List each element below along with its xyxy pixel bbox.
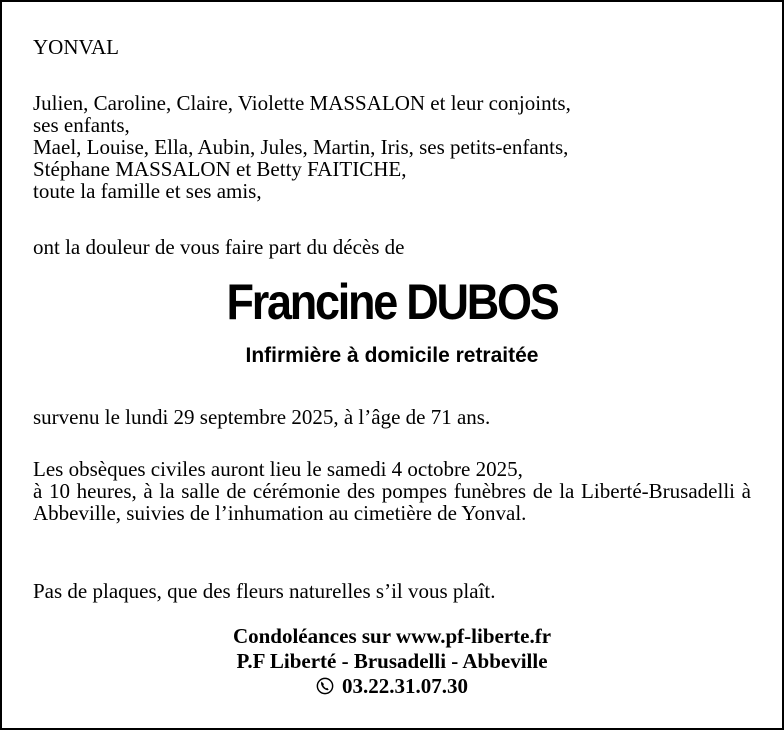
telephone-icon — [316, 677, 334, 695]
funeral-home-footer — [2, 624, 782, 699]
condolences-link[interactable]: Condoléances sur www.pf-liberte.fr — [232, 624, 552, 648]
death-info — [33, 406, 751, 428]
announcement-text — [33, 236, 751, 258]
family-line: Stéphane MASSALON et Betty FAITICHE, — [33, 157, 407, 181]
family-line: toute la famille et ses amis, — [33, 179, 262, 203]
funeral-line: Les obsèques civiles auront lieu le samedi 4 octobre 2025, — [33, 457, 523, 481]
flowers-note-line: Pas de plaques, que des fleurs naturelles s’il vous plaît. — [33, 579, 496, 603]
funeral-home-name: P.F Liberté - Brusadelli - Abbeville — [236, 649, 548, 673]
deceased-name: Francine DUBOS — [226, 274, 558, 330]
phone-row — [2, 674, 782, 699]
phone-number[interactable]: 03.22.31.07.30 — [342, 674, 468, 698]
town-label: YONVAL — [33, 35, 119, 59]
family-line: Julien, Caroline, Claire, Violette MASSALON et leur conjoints, — [33, 91, 571, 115]
funeral-paragraph: à 10 heures, à la salle de cérémonie des pompes funèbres de la Liberté-Brusadelli à Abbeville, suivies de l’inhumation au cimetière de Yonval. — [33, 479, 751, 525]
announcement-line: ont la douleur de vous faire part du décès de — [33, 235, 405, 259]
town-name — [33, 36, 751, 58]
flowers-note — [33, 580, 751, 602]
family-list — [33, 92, 751, 202]
family-line: Mael, Louise, Ella, Aubin, Jules, Martin, Iris, ses petits-enfants, — [33, 135, 569, 159]
death-info-line: survenu le lundi 29 septembre 2025, à l’âge de 71 ans. — [33, 405, 491, 429]
family-line: ses enfants, — [33, 113, 130, 137]
funeral-details — [33, 458, 751, 524]
deceased-profession: Infirmière à domicile retraitée — [245, 344, 539, 367]
